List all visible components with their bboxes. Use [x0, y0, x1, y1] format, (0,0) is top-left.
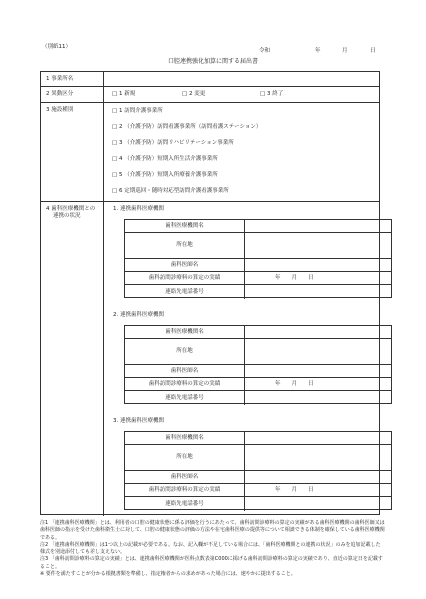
- input-phone[interactable]: [245, 285, 391, 299]
- field-institution-name: 歯科医療機関名: [125, 220, 245, 232]
- input-visit-record-date[interactable]: 年 月 日: [275, 486, 314, 493]
- field-institution-name: 歯科医療機関名: [125, 326, 245, 338]
- facility-type-label: 3 施設種別: [41, 103, 104, 201]
- field-institution-name: 歯科医療機関名: [125, 432, 245, 444]
- change-type-row: [41, 87, 379, 103]
- footnotes: [40, 520, 385, 578]
- note-3: 注3 「歯科訪問診療料の算定の実績」とは、連携歯科医療機関が医科点数表第C000に掲げる歯科訪問診療料の算定の実績であり、直近の算定日を記載すること。: [40, 556, 383, 570]
- input-phone[interactable]: [245, 391, 391, 405]
- office-name-label: 1 事業所名: [41, 72, 104, 86]
- office-name-field[interactable]: [104, 72, 379, 86]
- input-visit-record-date[interactable]: 年 月 日: [275, 380, 314, 387]
- dental-row: [41, 202, 379, 516]
- field-phone: 連絡先電話番号: [125, 391, 245, 405]
- input-address[interactable]: [245, 445, 391, 470]
- field-dentist-name: 歯科医師名: [125, 259, 245, 271]
- field-visit-record: 歯科訪問診療料の算定の実績: [125, 484, 245, 496]
- input-institution-name[interactable]: [245, 432, 391, 444]
- input-address[interactable]: [245, 233, 391, 258]
- notification-form: [40, 71, 380, 515]
- change-type-option-end[interactable]: □ 3 終了: [260, 91, 284, 97]
- input-dentist-name[interactable]: [245, 365, 391, 377]
- dental-label-line2: 連携の状況: [53, 212, 81, 219]
- field-dentist-name: 歯科医師名: [125, 365, 245, 377]
- facility-option-3[interactable]: □ 3 （介護予防）訪問リハビリテーション事業所: [112, 140, 234, 146]
- input-visit-record-date[interactable]: 年 月 日: [275, 274, 314, 281]
- facility-option-2[interactable]: □ 2 （介護予防）訪問看護事業所（訪問看護ステーション）: [112, 124, 262, 130]
- input-institution-name[interactable]: [245, 220, 391, 232]
- field-dentist-name: 歯科医師名: [125, 471, 245, 483]
- dental-block-2-table: [124, 325, 392, 404]
- date-era: 令和: [259, 48, 271, 54]
- field-phone: 連絡先電話番号: [125, 285, 245, 299]
- field-address: 所在地: [125, 445, 245, 470]
- note-2: 注2 「連携歯科医療機関」は1つ以上の記載が必要である。なお、記入欄が不足している場合には、「歯科医療機関との連携の状況」のみを追加記載した様式を別途添付しても差し支えない。: [40, 541, 381, 555]
- date-month: 月: [342, 48, 348, 54]
- change-type-label: 2 異動区分: [41, 87, 104, 102]
- change-type-option-change[interactable]: □ 2 変更: [182, 91, 206, 97]
- field-visit-record: 歯科訪問診療料の算定の実績: [125, 378, 245, 390]
- dental-label-line1: 4 歯科医療機関との: [46, 206, 96, 212]
- field-phone: 連絡先電話番号: [125, 497, 245, 511]
- dental-block-1-table: [124, 219, 392, 298]
- field-address: 所在地: [125, 233, 245, 258]
- input-dentist-name[interactable]: [245, 471, 391, 483]
- input-address[interactable]: [245, 339, 391, 364]
- change-type-option-new[interactable]: □ 1 新規: [112, 91, 136, 97]
- facility-type-row: [41, 103, 379, 202]
- form-id: （別紙11）: [42, 44, 71, 50]
- field-visit-record: 歯科訪問診療料の算定の実績: [125, 272, 245, 284]
- date-year: 年: [315, 48, 321, 54]
- facility-option-4[interactable]: □ 4 （介護予防）短期入所生活介護事業所: [112, 156, 218, 162]
- input-institution-name[interactable]: [245, 326, 391, 338]
- input-dentist-name[interactable]: [245, 259, 391, 271]
- note-4: ※ 要件を満たすことが分かる根拠書類を準備し、指定権者からの求めがあった場合には、速やかに提出すること。: [40, 570, 296, 577]
- field-address: 所在地: [125, 339, 245, 364]
- date-day: 日: [370, 48, 376, 54]
- dental-block-3-table: [124, 431, 392, 510]
- facility-option-5[interactable]: □ 5 （介護予防）短期入所療養介護事業所: [112, 172, 218, 178]
- dental-block-2-heading: 2. 連携歯科医療機関: [113, 312, 164, 318]
- page-title: 口腔連携強化加算に関する届出書: [167, 58, 258, 65]
- facility-option-6[interactable]: □ 6 定期巡回・随時対応型訪問介護看護事業所: [112, 188, 229, 194]
- facility-option-1[interactable]: □ 1 訪問介護事業所: [112, 108, 163, 114]
- office-name-row: [41, 72, 379, 87]
- dental-block-3-heading: 3. 連携歯科医療機関: [113, 418, 164, 424]
- input-phone[interactable]: [245, 497, 391, 511]
- dental-block-1-heading: 1. 連携歯科医療機関: [113, 206, 164, 212]
- note-1: 注1 「連携歯科医療機関」とは、利用者の口腔の健康状態に係る評価を行うにあたって、歯科訪問診療料の算定の実績がある歯科医療機関の歯科医師又は歯科医師の指示を受けた歯科衛生士に対して、口腔の健康状態の評価の方法や在宅歯科医療の提供等について相談できる体制を確保している歯科医療機関である。: [40, 520, 385, 541]
